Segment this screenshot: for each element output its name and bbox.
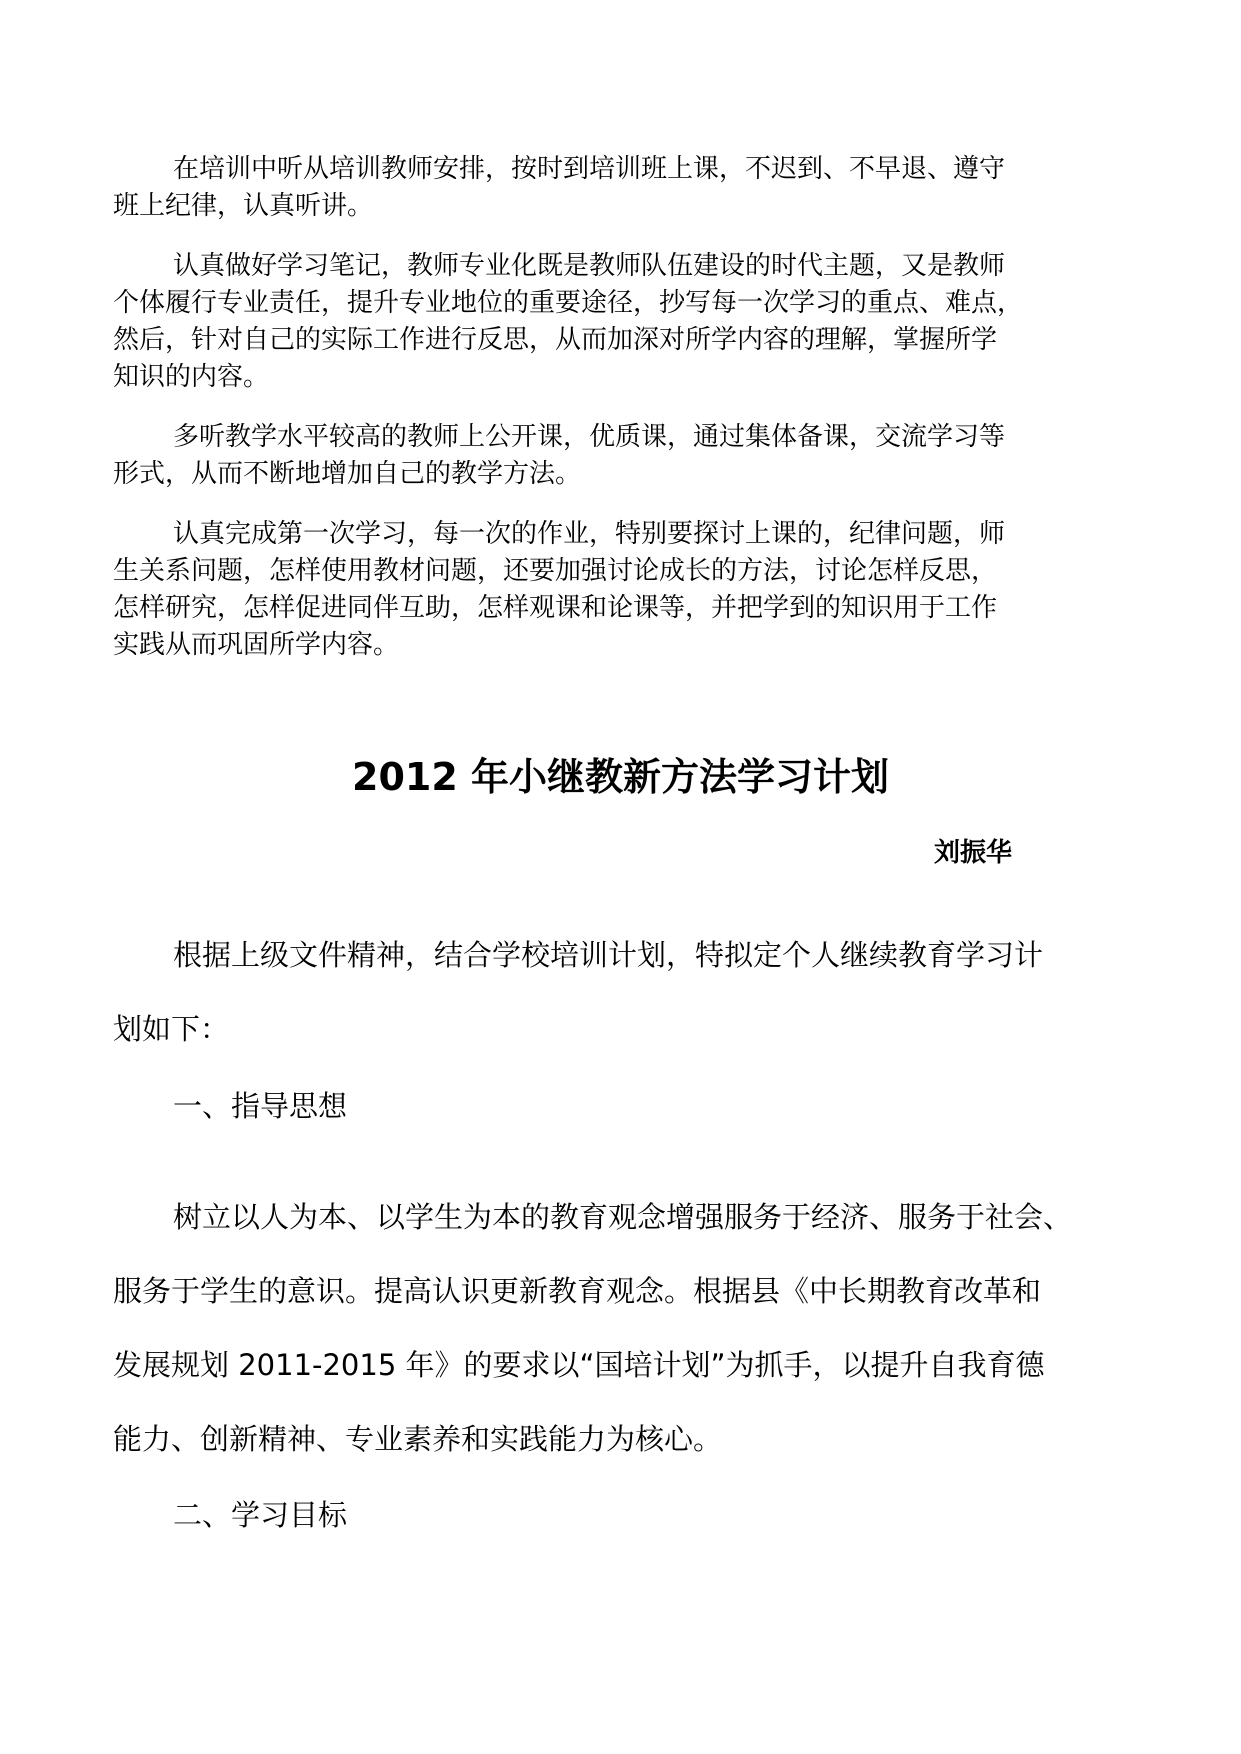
- text-line: 树立以人为本、以学生为本的教育观念增强服务于经济、服务于社会、: [173, 1200, 1073, 1234]
- text-line: 然后，针对自己的实际工作进行反思，从而加深对所学内容的理解，掌握所学: [113, 325, 998, 355]
- text-line: 在培训中听从培训教师安排，按时到培训班上课，不迟到、不早退、遵守: [173, 154, 1006, 184]
- text-line: 班上纪律，认真听讲。: [113, 191, 374, 221]
- text-line: 服务于学生的意识。提高认识更新教育观念。根据县《中长期教育改革和: [113, 1274, 1042, 1308]
- text-line: 认真完成第一次学习，每一次的作业，特别要探讨上课的，纪律问题，师: [173, 519, 1006, 549]
- text-line: 个体履行专业责任，提升专业地位的重要途径，抄写每一次学习的重点、难点，: [113, 288, 1024, 318]
- section-body-1: [113, 1180, 1163, 1476]
- section-heading-1: 一、指导思想: [173, 1089, 348, 1123]
- author-name: 刘振华: [934, 838, 1013, 868]
- intro-paragraph-3: [113, 419, 1123, 493]
- text-line: 形式，从而不断地增加自己的教学方法。: [113, 459, 582, 489]
- plan-title: 2012 年小继教新方法学习计划: [352, 755, 889, 799]
- intro-paragraph-4: [113, 516, 1123, 664]
- text-line: 认真做好学习笔记，教师专业化既是教师队伍建设的时代主题，又是教师: [173, 251, 1006, 281]
- intro-paragraph-1: [113, 151, 1123, 225]
- text-line: 划如下：: [113, 1012, 230, 1046]
- text-line: 实践从而巩固所学内容。: [113, 630, 400, 660]
- text-line: 根据上级文件精神，结合学校培训计划，特拟定个人继续教育学习计: [173, 938, 1044, 972]
- section-heading-2: 二、学习目标: [173, 1498, 348, 1532]
- text-line: 生关系问题，怎样使用教材问题，还要加强讨论成长的方法，讨论怎样反思，: [113, 556, 998, 586]
- opening-paragraph: [113, 918, 1163, 1066]
- text-line: 知识的内容。: [113, 362, 270, 392]
- text-line: 怎样研究，怎样促进同伴互助，怎样观课和论课等，并把学到的知识用于工作: [113, 593, 998, 623]
- text-line: 能力、创新精神、专业素养和实践能力为核心。: [113, 1422, 723, 1456]
- text-line: 发展规划 2011-2015 年》的要求以“国培计划”为抓手，以提升自我育德: [113, 1348, 1045, 1382]
- text-line: 多听教学水平较高的教师上公开课，优质课，通过集体备课，交流学习等: [173, 422, 1006, 452]
- intro-paragraph-2: [113, 248, 1123, 396]
